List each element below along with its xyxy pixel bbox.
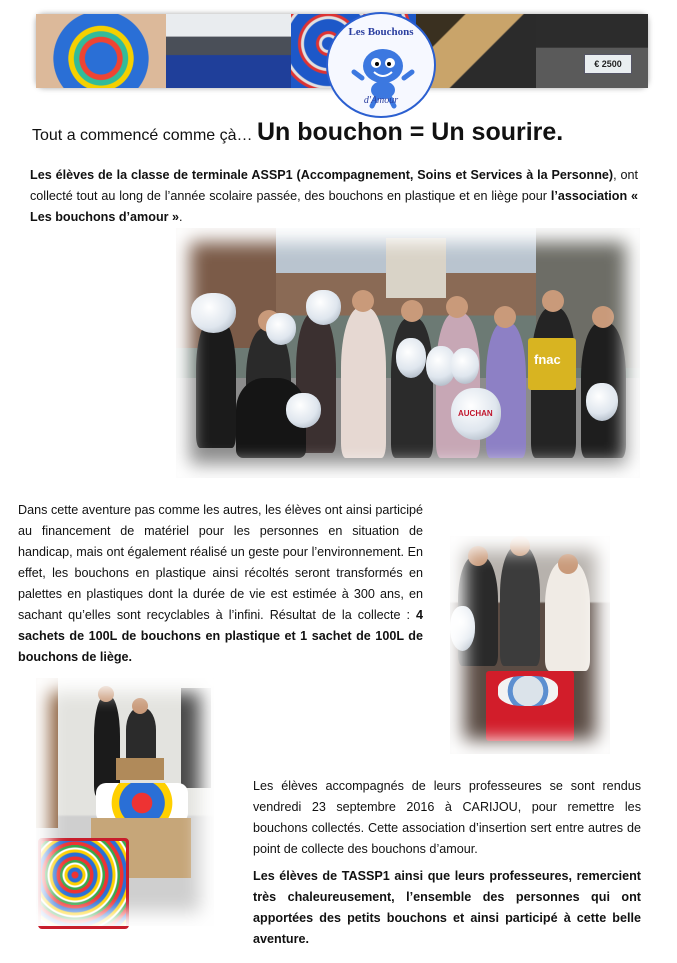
banner-photo-check-ceremony [536,14,648,88]
middle-bold: 4 sachets de 100L de bouchons en plastique et 1 sachet de 100L de bouchons de liège. [18,608,423,664]
intro-text: , ont collecté tout au long de l’année scolaire passée, des bouchons en plastique et en liège pour [30,168,638,203]
logo-title: Les Bouchons [348,26,414,38]
intro-end: . [179,210,183,224]
intro-bold-start: Les élèves de la classe de terminale ASSP1 (Accompagnement, Soins et Services à la Personne) [30,168,614,182]
page-heading [32,118,563,147]
bottom-paragraph-2: Les élèves de TASSP1 ainsi que leurs professeures, remercient très chaleureusement, l’ensemble des personnes qui ont apportées des petits bouchons et ainsi participé à cette belle aventure. [253,869,641,946]
bottom-paragraph-1: Les élèves accompagnés de leurs professeures se sont rendus vendredi 23 septembre 2016 à CARIJOU, pour remettre les bouchons collectés. Cette association d’insertion sert entre autres de point de collecte des bouchons d’amour. [253,779,641,856]
group-photo-students [176,228,640,478]
bouchons-d-amour-logo [326,12,436,118]
heading-prefix: Tout a commencé comme çà… [32,127,253,144]
auchan-bag-label: AUCHAN [458,409,493,418]
logo-subtitle: d'Amour [363,95,399,106]
header-banner [36,14,648,106]
banner-photo-caps-hands [36,14,166,88]
banner-photo-crowd [166,14,291,88]
intro-bold-end: l’association « Les bouchons d’amour » [30,189,638,224]
intro-paragraph [30,165,638,228]
middle-paragraph [18,500,423,668]
photo-caps-boxes [36,678,214,926]
fnac-bag-label: fnac [534,352,561,367]
heading-title: Un bouchon = Un sourire. [256,118,564,146]
middle-text: Dans cette aventure pas comme les autres, les élèves ont ainsi participé au financement de matériel pour les personnes en situation de handicap, mais ont également réalisé un geste pour l’environnement. En effet, les bouchons en plastique ainsi récoltés seront transformés en palettes en plastiques dont la durée de vie est estimée à 300 ans, en sachant qu’elles sont recyclables à l’infini. Résultat de la collecte : [18,503,423,622]
photo-sorting-caps [450,536,610,754]
donation-check: € 2500 [584,54,632,74]
